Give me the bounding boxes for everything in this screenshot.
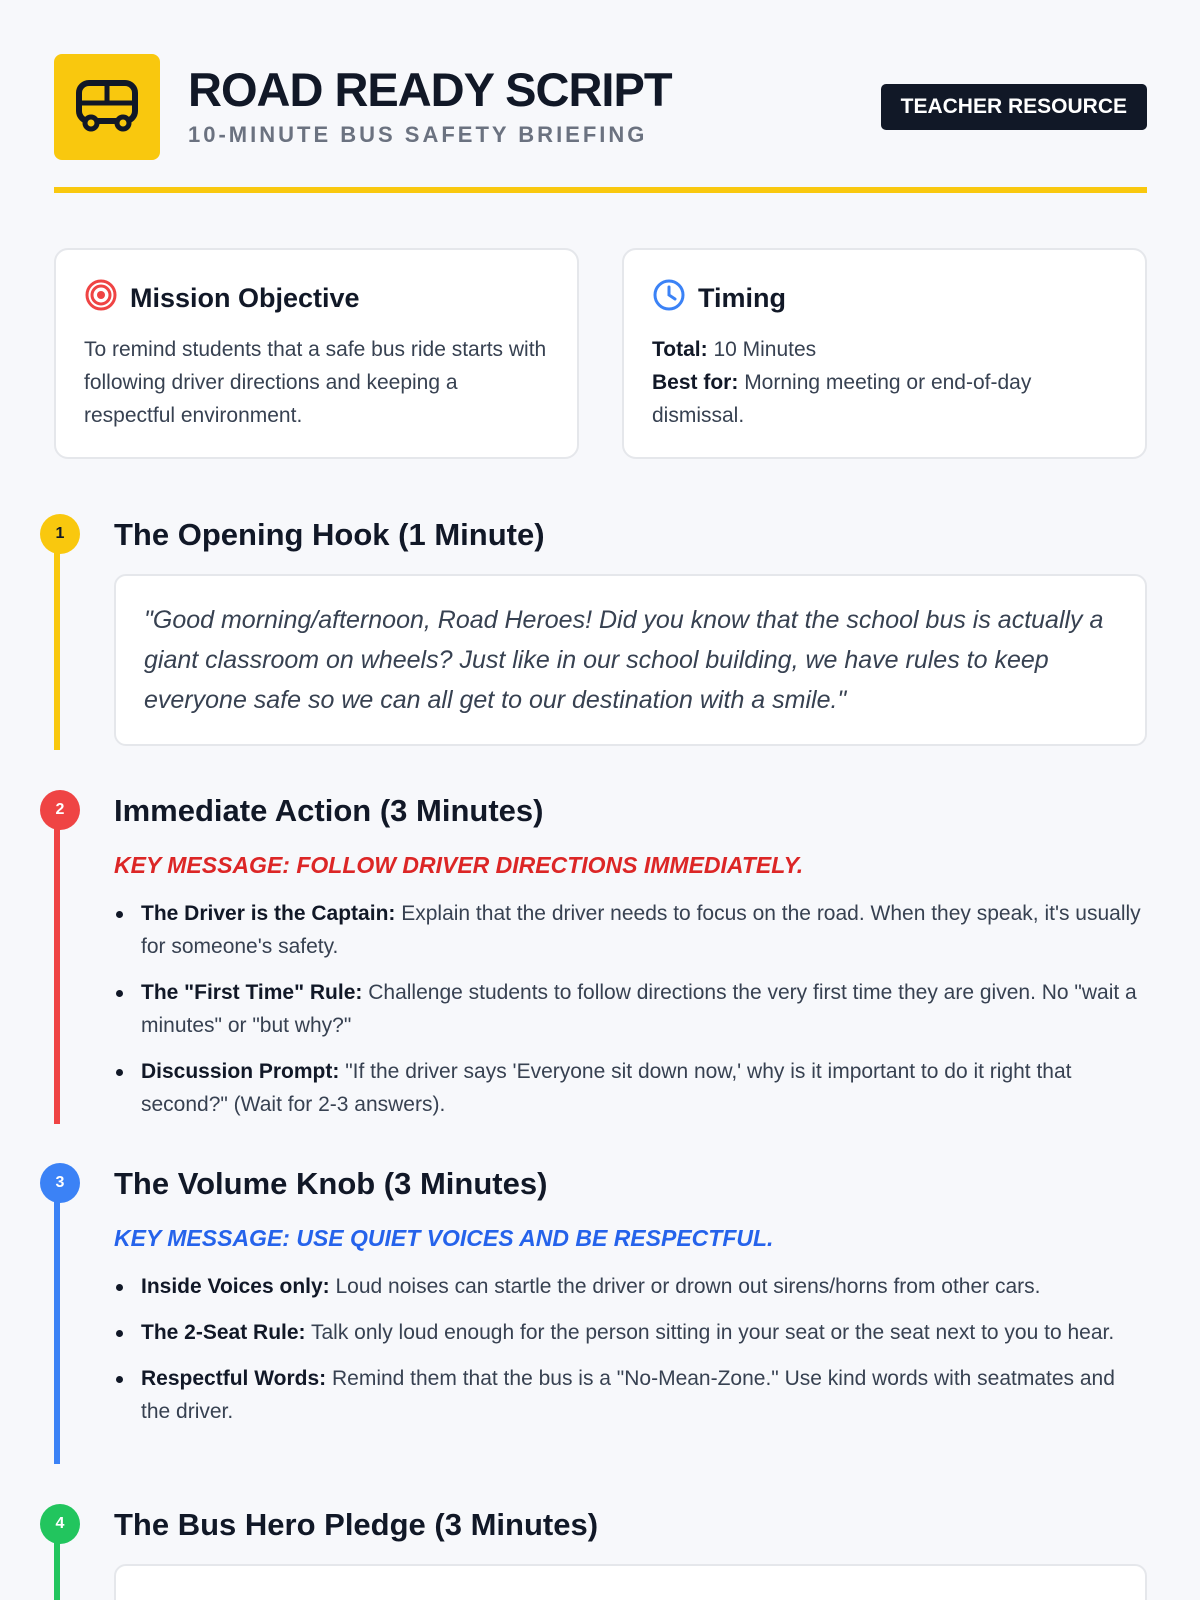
- list-item: The "First Time" Rule: Challenge students to follow directions the very first time they are given. No "wait a minutes" or "but why?": [114, 976, 1144, 1042]
- page-header: [54, 54, 1147, 160]
- list-item: Inside Voices only: Loud noises can startle the driver or drown out sirens/horns from other cars.: [114, 1270, 1144, 1303]
- list-item: Discussion Prompt: "If the driver says 'Everyone sit down now,' why is it important to do it right that second?" (Wait for 2-3 answers).: [114, 1055, 1144, 1121]
- timing-text: Total: 10 Minutes Best for: Morning meeting or end-of-day dismissal.: [652, 338, 1032, 427]
- target-icon: [84, 278, 118, 319]
- step-number: 1: [40, 514, 80, 554]
- clock-icon: [652, 278, 686, 319]
- mission-objective-card: [54, 248, 579, 459]
- step-number: 4: [40, 1504, 80, 1544]
- section-title: The Opening Hook (1 Minute): [114, 517, 545, 552]
- section-title: The Bus Hero Pledge (3 Minutes): [114, 1507, 599, 1542]
- bullet-list: [114, 897, 1144, 1134]
- header-divider: [54, 187, 1147, 193]
- list-item: The Driver is the Captain: Explain that the driver needs to focus on the road. When they speak, it's usually for someone's safety.: [114, 897, 1144, 963]
- opening-quote: "Good morning/afternoon, Road Heroes! Did you know that the school bus is actually a giant classroom on wheels? Just like in our school building, we have rules to keep everyone safe so we can all get to our destination with a smile.": [114, 574, 1147, 746]
- page-subtitle: 10-MINUTE BUS SAFETY BRIEFING: [188, 122, 648, 147]
- logo: [54, 54, 160, 160]
- mission-objective-text: To remind students that a safe bus ride starts with following driver directions and keeping a respectful environment.: [84, 338, 547, 427]
- step-number: 3: [40, 1163, 80, 1203]
- section-rail: [54, 1184, 60, 1464]
- page-title: ROAD READY SCRIPT: [188, 63, 672, 116]
- timing-card: [622, 248, 1147, 459]
- bus-icon: [75, 77, 139, 138]
- bullet-list: [114, 1270, 1144, 1441]
- section-title: The Volume Knob (3 Minutes): [114, 1166, 548, 1201]
- section-rail: [54, 535, 60, 750]
- pledge-box: [114, 1564, 1147, 1600]
- teacher-resource-badge: TEACHER RESOURCE: [881, 84, 1147, 130]
- card-title: Timing: [652, 278, 1117, 319]
- list-item: The 2-Seat Rule: Talk only loud enough for the person sitting in your seat or the seat next to you to hear.: [114, 1316, 1144, 1349]
- card-title: Mission Objective: [84, 278, 549, 319]
- key-message: KEY MESSAGE: USE QUIET VOICES AND BE RESPECTFUL.: [114, 1225, 774, 1251]
- key-message: KEY MESSAGE: FOLLOW DRIVER DIRECTIONS IMMEDIATELY.: [114, 852, 804, 878]
- section-rail: [54, 810, 60, 1124]
- section-title: Immediate Action (3 Minutes): [114, 793, 544, 828]
- step-number: 2: [40, 790, 80, 830]
- list-item: Respectful Words: Remind them that the bus is a "No-Mean-Zone." Use kind words with seatmates and the driver.: [114, 1362, 1144, 1428]
